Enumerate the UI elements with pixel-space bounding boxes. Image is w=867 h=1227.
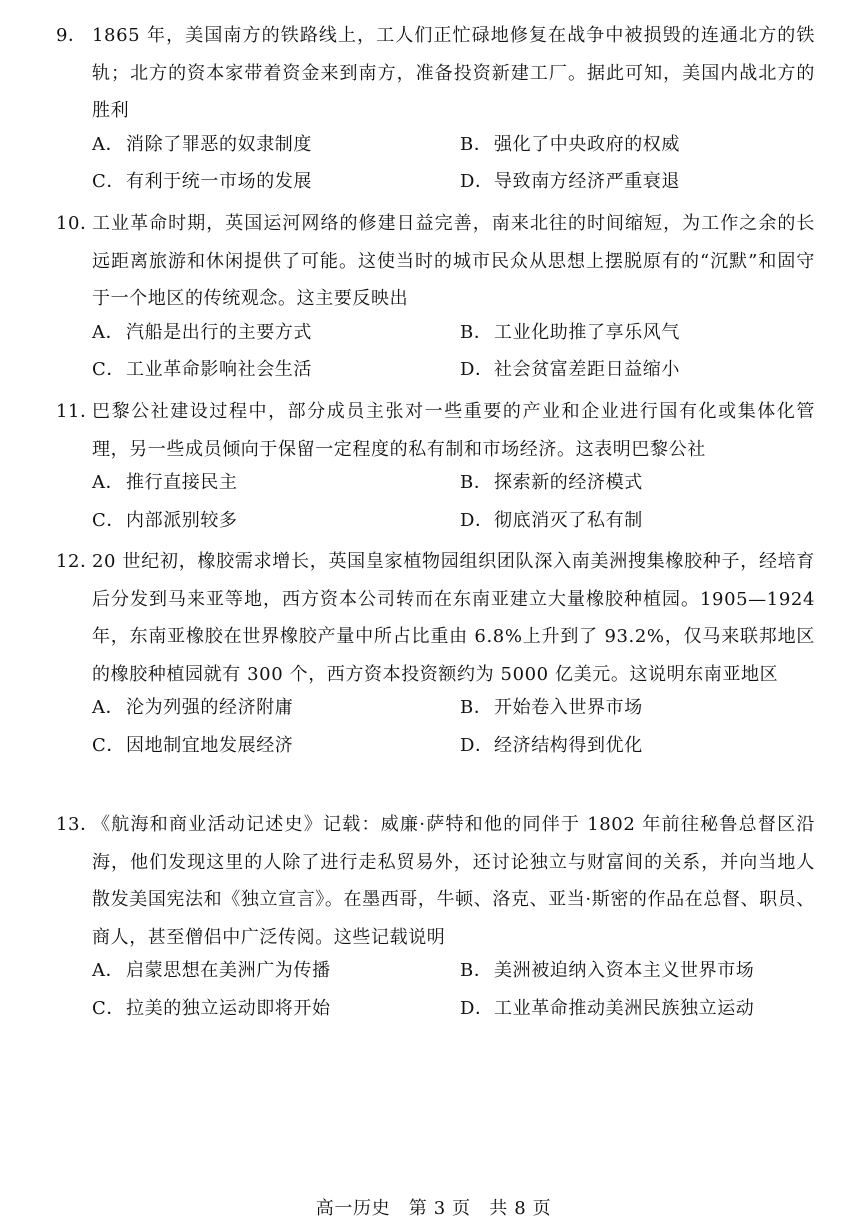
- question-number: 12．: [56, 551, 99, 572]
- option-a: [92, 956, 331, 982]
- question-9: [0, 17, 867, 205]
- question-stem: [0, 17, 867, 130]
- options: [0, 130, 867, 205]
- page-footer: 高一历史 第 3 页 共 8 页: [315, 1198, 552, 1219]
- option-c: [92, 506, 238, 532]
- option-d: [460, 167, 680, 193]
- question-number: 10．: [56, 213, 99, 234]
- option-letter: A．: [92, 133, 125, 155]
- options: [0, 693, 867, 768]
- option-b: [460, 468, 643, 494]
- option-text: 开始卷入世界市场: [494, 697, 643, 719]
- question-text: 《航海和商业活动记述史》记载：威廉·萨特和他的同伴于 1802 年前往秘鲁总督区沿海，他们发现这里的人除了进行走私贸易外，还讨论独立与财富间的关系，并向当地人散发美国宪法和《独立宣言》。在墨西哥，牛顿、洛克、亚当·斯密的作品在总督、职员、商人，甚至僧侣中广泛传阅。这些记载说明: [92, 814, 815, 948]
- option-letter: C．: [92, 997, 125, 1019]
- option-letter: D．: [460, 171, 494, 193]
- option-letter: A．: [92, 697, 125, 719]
- option-a: [92, 468, 238, 494]
- question-10: [0, 205, 867, 393]
- question-text: 20 世纪初，橡胶需求增长，英国皇家植物园组织团队深入南美洲搜集橡胶种子，经培育后分发到马来亚等地，西方资本公司转而在东南亚建立大量橡胶种植园。1905—1924 年，东南亚橡胶在世界橡胶产量中所占比重由 6.8%上升到了 93.2%，仅马来联邦地区的橡胶种植园就有 300 个，西方资本投资额约为 5000 亿美元。这说明东南亚地区: [92, 551, 815, 685]
- question-stem: [0, 393, 867, 468]
- option-letter: D．: [460, 734, 494, 756]
- option-text: 消除了罪恶的奴隶制度: [126, 133, 312, 155]
- options: [0, 468, 867, 543]
- options: [0, 318, 867, 393]
- option-a: [92, 318, 312, 344]
- option-b: [460, 956, 754, 982]
- option-letter: D．: [460, 359, 494, 381]
- option-text: 汽船是出行的主要方式: [126, 321, 312, 343]
- option-text: 拉美的独立运动即将开始: [126, 997, 331, 1019]
- option-letter: A．: [92, 960, 125, 982]
- question-stem: [0, 806, 867, 956]
- option-text: 内部派别较多: [126, 509, 238, 531]
- option-c: [92, 994, 331, 1020]
- option-text: 强化了中央政府的权威: [494, 133, 680, 155]
- option-text: 启蒙思想在美洲广为传播: [126, 960, 331, 982]
- option-letter: B．: [460, 960, 493, 982]
- option-d: [460, 994, 754, 1020]
- option-letter: C．: [92, 509, 125, 531]
- option-text: 因地制宜地发展经济: [126, 734, 294, 756]
- option-letter: A．: [92, 472, 125, 494]
- option-d: [460, 731, 643, 757]
- option-text: 工业革命推动美洲民族独立运动: [494, 997, 755, 1019]
- option-letter: C．: [92, 359, 125, 381]
- question-11: [0, 393, 867, 543]
- option-letter: B．: [460, 472, 493, 494]
- option-letter: B．: [460, 133, 493, 155]
- option-letter: A．: [92, 321, 125, 343]
- option-text: 推行直接民主: [126, 472, 238, 494]
- question-stem: [0, 543, 867, 693]
- option-text: 工业化助推了享乐风气: [494, 321, 680, 343]
- option-text: 工业革命影响社会生活: [126, 359, 312, 381]
- question-number: 11．: [56, 401, 99, 422]
- option-c: [92, 731, 293, 757]
- option-b: [460, 318, 680, 344]
- option-c: [92, 167, 312, 193]
- option-b: [460, 693, 643, 719]
- option-text: 美洲被迫纳入资本主义世界市场: [494, 960, 755, 982]
- question-text: 巴黎公社建设过程中，部分成员主张对一些重要的产业和企业进行国有化或集体化管理，另一些成员倾向于保留一定程度的私有制和市场经济。这表明巴黎公社: [92, 401, 815, 460]
- question-12: [0, 543, 867, 768]
- option-text: 有利于统一市场的发展: [126, 171, 312, 193]
- option-text: 社会贫富差距日益缩小: [494, 359, 680, 381]
- option-text: 探索新的经济模式: [494, 472, 643, 494]
- option-d: [460, 506, 643, 532]
- option-letter: B．: [460, 321, 493, 343]
- question-text: 工业革命时期，英国运河网络的修建日益完善，南来北往的时间缩短，为工作之余的长远距离旅游和休闲提供了可能。这使当时的城市民众从思想上摆脱原有的“沉默”和固守于一个地区的传统观念。这主要反映出: [92, 213, 815, 310]
- option-letter: C．: [92, 171, 125, 193]
- options: [0, 956, 867, 1031]
- option-text: 彻底消灭了私有制: [494, 509, 643, 531]
- question-13: [0, 806, 867, 1031]
- option-c: [92, 355, 312, 381]
- option-letter: C．: [92, 734, 125, 756]
- question-text: 1865 年，美国南方的铁路线上，工人们正忙碌地修复在战争中被损毁的连通北方的铁轨；北方的资本家带着资金来到南方，准备投资新建工厂。据此可知，美国内战北方的胜利: [92, 25, 815, 122]
- question-stem: [0, 205, 867, 318]
- option-text: 经济结构得到优化: [494, 734, 643, 756]
- option-b: [460, 130, 680, 156]
- option-d: [460, 355, 680, 381]
- option-letter: B．: [460, 697, 493, 719]
- option-text: 导致南方经济严重衰退: [494, 171, 680, 193]
- question-number: 9．: [56, 25, 87, 46]
- option-a: [92, 693, 293, 719]
- question-number: 13．: [56, 814, 99, 835]
- option-a: [92, 130, 312, 156]
- option-text: 沦为列强的经济附庸: [126, 697, 294, 719]
- option-letter: D．: [460, 509, 494, 531]
- option-letter: D．: [460, 997, 494, 1019]
